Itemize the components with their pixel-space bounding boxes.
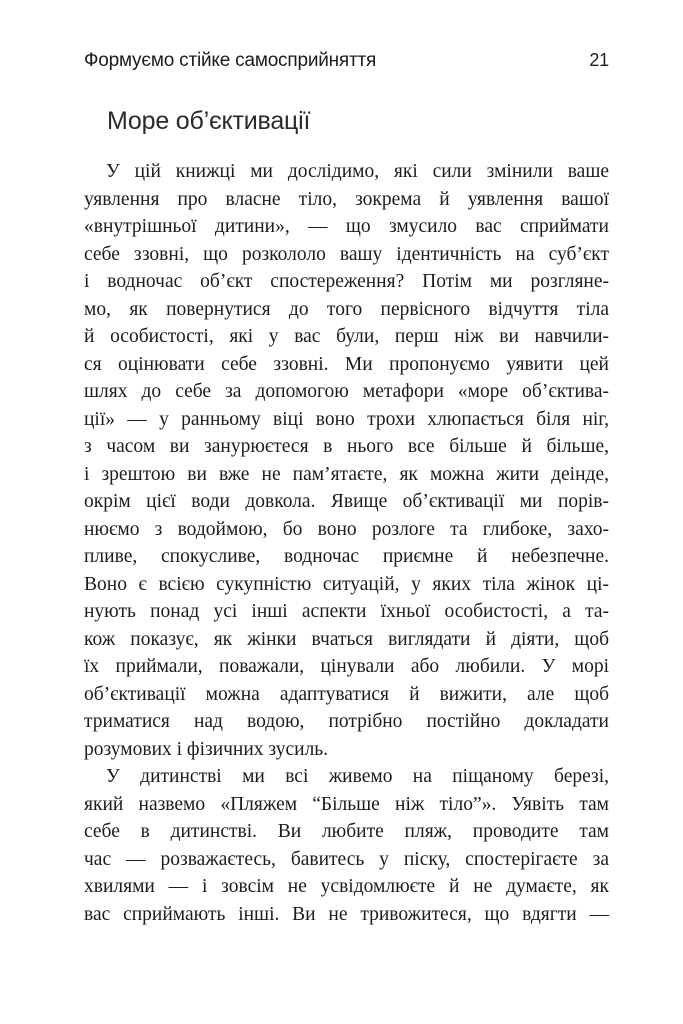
text-line: розумових і фізичних зусиль. bbox=[84, 738, 329, 760]
text-line: У цій книжці ми дослідимо, які сили змінили ваше bbox=[106, 161, 609, 182]
text-line: ції» — у ранньому віці воно трохи хлюпається біля ніг, bbox=[84, 408, 609, 430]
text-line: шлях до себе за допомогою метафори «море об’єктива- bbox=[84, 381, 609, 402]
text-line: об’єктивації можна адаптуватися й вижити, але щоб bbox=[84, 683, 609, 705]
text-line: їх приймали, поважали, цінували або любили. У морі bbox=[84, 656, 609, 677]
text-line: з часом ви занурюєтеся в нього все більше й більше, bbox=[84, 436, 609, 457]
page-number: 21 bbox=[589, 50, 609, 70]
text-line: себе в дитинстві. Ви любите пляж, проводите там bbox=[84, 821, 609, 842]
text-line: й особистості, які у вас були, перш ніж ви навчили- bbox=[84, 326, 609, 347]
text-line: нюємо з водоймою, бо воно розлоге та глибоке, захо- bbox=[84, 518, 609, 540]
section-title: Море об’єктивації bbox=[107, 107, 311, 135]
text-line: триматися над водою, потрібно постійно докладати bbox=[84, 711, 609, 732]
text-line: і зрештою ви вже не пам’ятаєте, як можна жити деінде, bbox=[84, 463, 609, 485]
text-line: ся оцінювати себе ззовні. Ми пропонуємо уявити цей bbox=[84, 353, 609, 375]
text-line: окрім цієї води довкола. Явище об’єктивації ми порів- bbox=[84, 491, 609, 512]
text-line: пливе, спокусливе, водночас приємне й небезпечне. bbox=[84, 546, 609, 567]
text-line: мо, як повернутися до того первісного відчуття тіла bbox=[84, 298, 609, 320]
text-line: Воно є всією сукупністю ситуацій, у яких тіла жінок ці- bbox=[84, 573, 609, 595]
body-text bbox=[84, 158, 609, 928]
text-line: який назвемо «Пляжем “Більше ніж тіло”». Уявіть там bbox=[84, 793, 609, 815]
text-line: «внутрішньої дитини», — що змусило вас сприймати bbox=[84, 216, 609, 237]
text-line: себе ззовні, що розкололо вашу ідентичність на суб’єкт bbox=[84, 243, 609, 265]
running-title: Формуємо стійке самосприйняття bbox=[84, 50, 377, 71]
text-line: вас сприймають інші. Ви не тривожитеся, що вдягти — bbox=[84, 903, 609, 925]
text-line: час — розважаєтесь, бавитесь у піску, спостерігаєте за bbox=[84, 848, 609, 870]
running-header bbox=[84, 48, 609, 73]
text-line: кож показує, як жінки вчаться виглядати й діяти, щоб bbox=[84, 628, 609, 650]
text-line: хвилями — і зовсім не усвідомлюєте й не думаєте, як bbox=[84, 876, 609, 897]
text-line: і водночас об’єкт спостереження? Потім ми розгляне- bbox=[84, 271, 609, 292]
text-line: У дитинстві ми всі живемо на піщаному березі, bbox=[106, 766, 609, 787]
text-line: нують понад усі інші аспекти їхньої особистості, а та- bbox=[84, 601, 609, 622]
text-line: уявлення про власне тіло, зокрема й уявлення вашої bbox=[84, 188, 609, 210]
